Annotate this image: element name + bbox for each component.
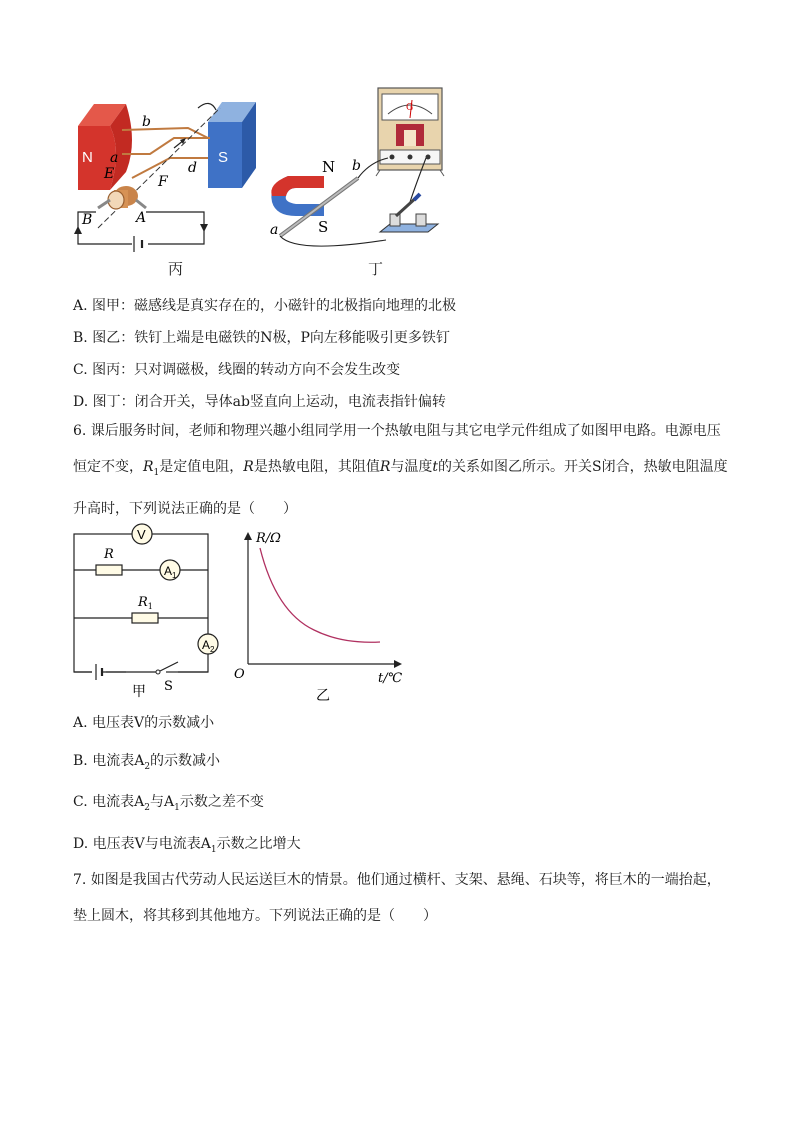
q6-text-3: 是热敏电阻，其阻值 bbox=[253, 459, 380, 475]
yi-ylabel: R/Ω bbox=[256, 531, 281, 546]
figure-bing-caption: 丙 bbox=[168, 260, 184, 278]
q6-r1: R bbox=[143, 459, 154, 475]
yi-origin: O bbox=[234, 667, 245, 682]
q6-option-b: B. 电流表$A_2$的示数减小 bbox=[73, 753, 221, 772]
figure-jia-circuit bbox=[66, 520, 226, 698]
q6-stem bbox=[73, 413, 733, 527]
q5-option-d: D. 图丁：闭合开关，导体ab竖直向上运动，电流表指针偏转 bbox=[73, 394, 446, 410]
jia-caption: 甲 bbox=[132, 684, 146, 698]
q6-text-4: 与温度 bbox=[390, 459, 433, 475]
figure-yi-graph bbox=[232, 528, 408, 704]
figure-ding-generator bbox=[266, 84, 456, 260]
q5-option-c: C. 图丙：只对调磁极，线圈的转动方向不会发生改变 bbox=[73, 362, 401, 378]
jia-label-R: R bbox=[104, 547, 114, 562]
jia-label-V: V bbox=[137, 527, 146, 542]
q6-text-5: 的关系如图乙所示。开关S闭合，热敏电阻温度升高时，下列说法正确的是（ ） bbox=[73, 459, 728, 517]
bing-label-A: A bbox=[136, 210, 147, 226]
jia-label-A2: $A_2$ bbox=[202, 638, 215, 654]
bing-label-N: N bbox=[82, 149, 93, 166]
q6-r: R bbox=[243, 459, 254, 475]
q7-stem: 7. 如图是我国古代劳动人民运送巨木的情景。他们通过横杆、支架、悬绳、石块等，将巨木的一端抬起，垫上圆木，将其移到其他地方。下列说法正确的是（ ） bbox=[73, 872, 721, 924]
ding-label-N: N bbox=[322, 158, 336, 176]
q6-r2: R bbox=[379, 459, 391, 475]
q5-option-a: A. 图甲：磁感线是真实存在的，小磁针的北极指向地理的北极 bbox=[73, 298, 457, 314]
ding-label-S: S bbox=[318, 218, 329, 236]
bing-label-b: b bbox=[142, 114, 151, 130]
yi-caption: 乙 bbox=[316, 688, 330, 704]
jia-label-A1: $A_1$ bbox=[164, 564, 177, 580]
bing-label-d: d bbox=[188, 160, 197, 176]
q6-option-d: D. 电压表V与电流表$A_1$示数之比增大 bbox=[73, 836, 301, 855]
figure-ding-caption: 丁 bbox=[368, 260, 384, 278]
bing-label-E: E bbox=[104, 166, 115, 182]
q5-option-b: B. 图乙：铁钉上端是电磁铁的N极，P向左移能吸引更多铁钉 bbox=[73, 330, 450, 346]
q6-r1-sub: 1 bbox=[153, 467, 160, 478]
figure-bing-motor bbox=[70, 92, 270, 262]
ding-label-G: G bbox=[406, 103, 414, 113]
yi-xlabel: t/℃ bbox=[378, 671, 403, 686]
yi-curve bbox=[260, 548, 380, 642]
q6-text-1: 6. 课后服务时间，老师和物理兴趣小组同学用一个热敏电阻与其它电学元件组成了如图甲电路。电源电压恒定不变， bbox=[73, 423, 721, 475]
bing-label-a: a bbox=[110, 150, 119, 166]
jia-label-S: S bbox=[164, 679, 173, 694]
ding-label-a: a bbox=[270, 222, 279, 238]
q6-t: t bbox=[432, 459, 439, 475]
q6-option-a: A. 电压表V的示数减小 bbox=[73, 715, 215, 731]
jia-label-R1: $R_1$ bbox=[138, 595, 153, 611]
q6-text-2: 是定值电阻， bbox=[159, 459, 244, 475]
q6-option-c: C. 电流表$A_2$与$A_1$示数之差不变 bbox=[73, 794, 264, 813]
ding-label-b: b bbox=[352, 158, 361, 174]
bing-label-F: F bbox=[158, 174, 168, 190]
bing-label-B: B bbox=[82, 212, 93, 228]
bing-label-S: S bbox=[218, 149, 229, 166]
